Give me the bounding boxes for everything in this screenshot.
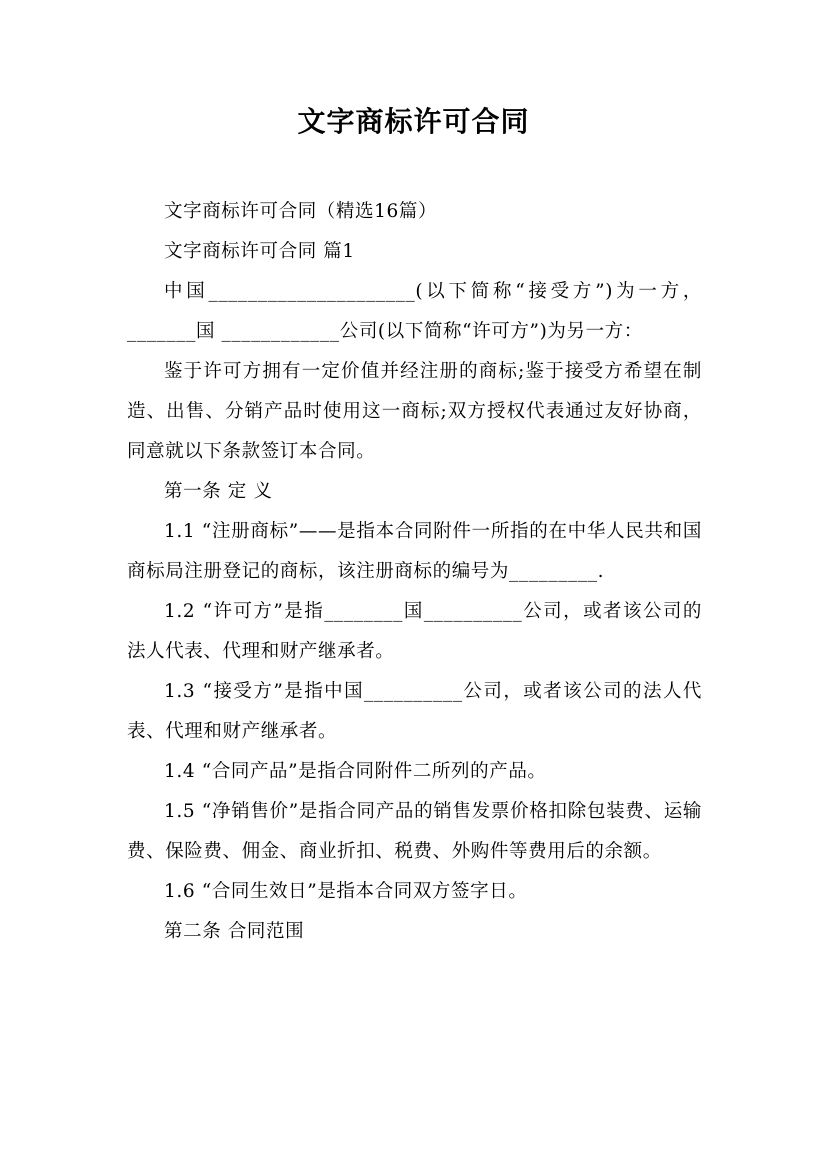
- paragraph-section-heading: 文字商标许可合同 篇1: [164, 241, 355, 262]
- clause-1-3: 1.3 “接受方”是指中国__________公司，或者该公司的法人代表、代理和财产继承者。: [127, 681, 702, 742]
- document-body: [127, 192, 702, 952]
- clause-1-5: 1.5 “净销售价”是指合同产品的销售发票价格扣除包装费、运输费、保险费、佣金、商业折扣、税费、外购件等费用后的余额。: [127, 801, 702, 862]
- article-1-heading: 第一条 定 义: [164, 481, 273, 502]
- clause-1-4: 1.4 “合同产品”是指合同附件二所列的产品。: [164, 761, 547, 782]
- paragraph-subtitle: 文字商标许可合同（精选16篇）: [164, 201, 438, 222]
- clause-1-6: 1.6 “合同生效日”是指本合同双方签字日。: [164, 881, 528, 902]
- paragraph-recitals: 鉴于许可方拥有一定价值并经注册的商标;鉴于接受方希望在制造、出售、分销产品时使用这一商标;双方授权代表通过友好协商，同意就以下条款签订本合同。: [127, 361, 702, 462]
- clause-1-2: 1.2 “许可方”是指________国__________公司，或者该公司的法人代表、代理和财产继承者。: [127, 601, 702, 662]
- paragraph-parties: 中国_____________________(以下简称“接受方”)为一方，_______国 ____________公司(以下简称“许可方”)为另一方：: [127, 281, 702, 342]
- document-title: 文字商标许可合同: [297, 105, 530, 138]
- clause-1-1: 1.1 “注册商标”——是指本合同附件一所指的在中华人民共和国商标局注册登记的商标，该注册商标的编号为_________.: [127, 521, 702, 582]
- article-2-heading: 第二条 合同范围: [164, 921, 305, 942]
